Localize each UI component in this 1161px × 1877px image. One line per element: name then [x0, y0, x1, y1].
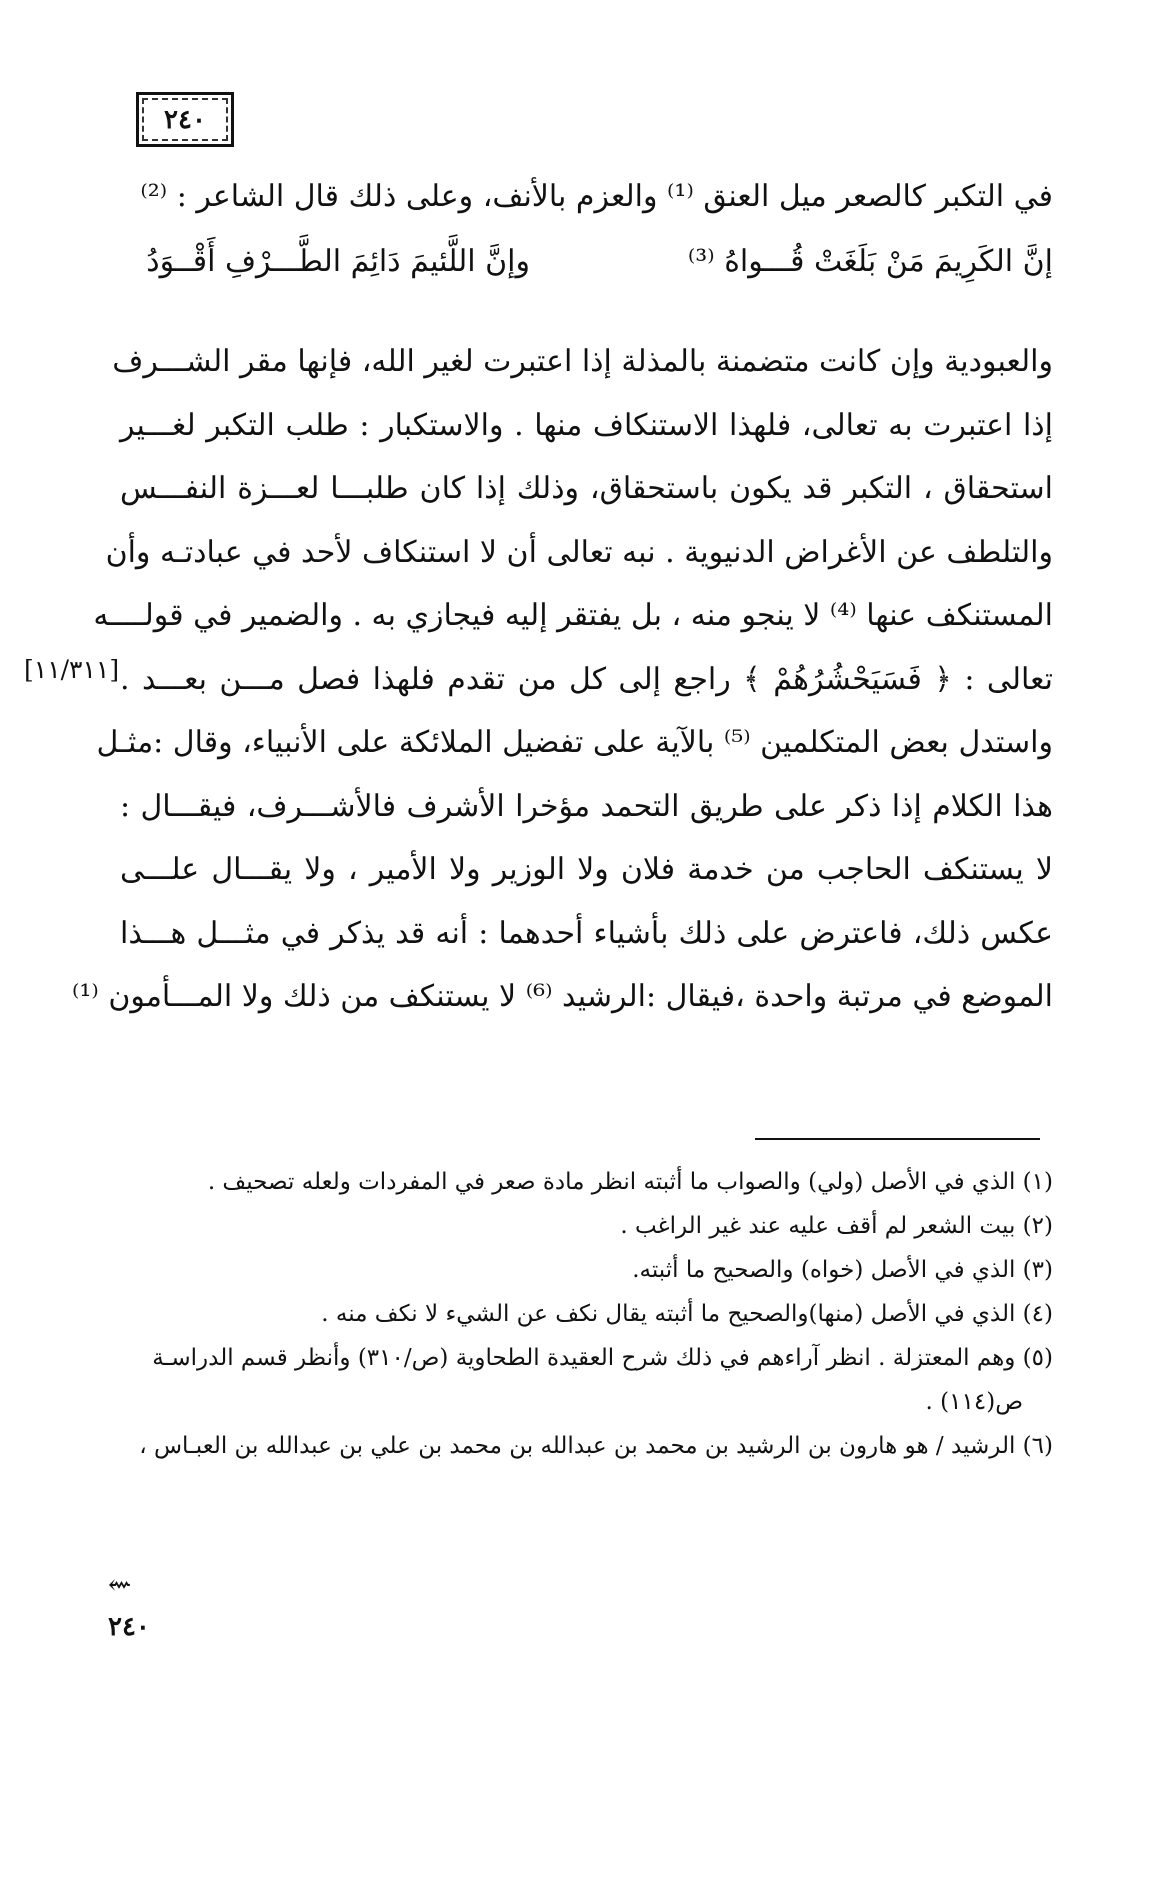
body-line: والعبودية وإن كانت متضمنة بالمذلة إذا اعتبرت لغير الله، فإنها مقر الشـــرف: [112, 344, 1053, 379]
footnote: (٢) بيت الشعر لم أقف عليه عند غير الراغب .: [620, 1213, 1053, 1239]
page-number-box: [136, 92, 234, 147]
footnote-continuation: ص(١١٤) .: [925, 1389, 1023, 1415]
margin-page-reference: [١١/٣١١]: [24, 655, 120, 684]
continuation-mark-icon: ⇜: [108, 1568, 132, 1601]
footnote: (٤) الذي في الأصل (منها)والصحيح ما أثبته يقال نكف عن الشيء لا نكف منه .: [321, 1301, 1053, 1327]
body-line: لا يستنكف الحاجب من خدمة فلان ولا الوزير ولا الأمير ، ولا يقـــال علـــى: [120, 852, 1053, 887]
footnote: (٥) وهم المعتزلة . انظر آراءهم في ذلك شرح العقيدة الطحاوية (ص/٣١٠) وأنظر قسم الدراسـة: [152, 1345, 1053, 1371]
intro-line: في التكبر كالصعر ميل العنق ⁽¹⁾ والعزم بالأنف، وعلى ذلك قال الشاعر : ⁽²⁾: [140, 179, 1053, 214]
footnotes: [95, 1160, 1053, 1468]
body-line: واستدل بعض المتكلمين ⁽⁵⁾ بالآية على تفضيل الملائكة على الأنبياء، وقال :مثـل: [96, 725, 1053, 760]
body-line: استحقاق ، التكبر قد يكون باستحقاق، وذلك إذا كان طلبـــا لعـــزة النفـــس: [120, 471, 1053, 506]
poem-first-hemistich: إنَّ الكَرِيمَ مَنْ بَلَغَتْ قُـــواهُ ⁽³⁾: [687, 244, 1053, 279]
body-line: تعالى : ﴿ فَسَيَحْشُرُهُمْ ﴾ راجع إلى كل من تقدم فلهذا فصل مـــن بعـــد .: [120, 661, 1053, 697]
body-line: إذا اعتبرت به تعالى، فلهذا الاستنكاف منها . والاستكبار : طلب التكبر لغـــير: [120, 407, 1053, 443]
footnote-separator: [755, 1138, 1040, 1140]
footnote: (١) الذي في الأصل (ولي) والصواب ما أثبته انظر مادة صعر في المفردات ولعله تصحيف .: [207, 1169, 1053, 1195]
footer-page-number: ٢٤٠: [108, 1612, 150, 1642]
footnote: (٣) الذي في الأصل (خواه) والصحيح ما أثبته.: [632, 1257, 1053, 1283]
footnote: (٦) الرشيد / هو هارون بن الرشيد بن محمد بن عبدالله بن محمد بن علي بن عبدالله بن العبـاس ،: [139, 1433, 1053, 1459]
poem-verse: [120, 244, 1053, 300]
body-line: المستنكف عنها ⁽⁴⁾ لا ينجو منه ، بل يفتقر إليه فيجازي به . والضمير في قولــــه: [93, 598, 1053, 633]
body-line: الموضع في مرتبة واحدة ،فيقال :الرشيد ⁽⁶⁾ لا يستنكف من ذلك ولا المـــأمون ⁽¹⁾: [72, 979, 1053, 1014]
poem-second-hemistich: وإنَّ اللَّئيمَ دَائِمَ الطَّـــرْفِ أَقْــوَدُ: [146, 244, 530, 279]
page-number: ٢٤٠: [164, 104, 206, 135]
body-line: هذا الكلام إذا ذكر على طريق التحمد مؤخرا الأشرف فالأشـــرف، فيقـــال :: [120, 788, 1053, 824]
body-line: عكس ذلك، فاعترض على ذلك بأشياء أحدهما : أنه قد يذكر في مثـــل هـــذا: [120, 915, 1053, 951]
body-line: والتلطف عن الأغراض الدنيوية . نبه تعالى أن لا استنكاف لأحد في عبادتـه وأن: [105, 534, 1053, 570]
